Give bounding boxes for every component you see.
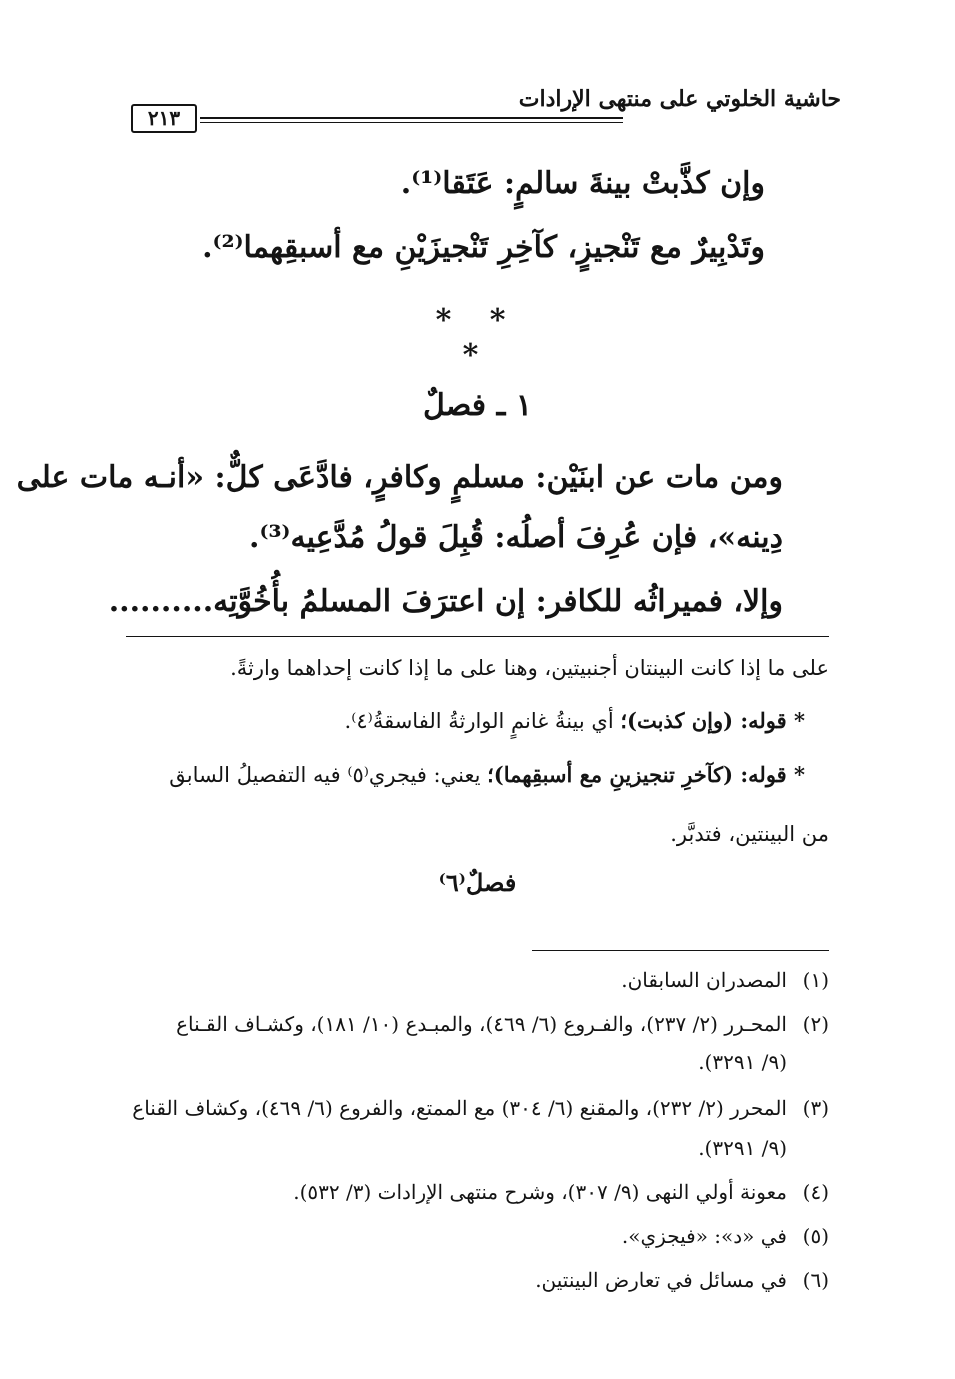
footnote-2-continuation: (٩/ ٣٢٩١). [698, 1050, 787, 1074]
commentary-line-1 [230, 656, 829, 680]
commentary-text: أي بينةُ غانمٍ الوارثةُ الفاسقةُ⁽٤⁾. [344, 709, 621, 733]
text-commentary-divider [126, 636, 829, 637]
section-line-2: دِينه»، فإن عُرِفَ أصلُه: قُبِلَ قولُ مُدَّعِيه⁽³⁾. [249, 520, 783, 555]
commentary-text: على ما إذا كانت البينتان أجنبيتين، وهنا على ما إذا كانت إحداهما وارثةً. [230, 656, 829, 680]
footnote-6 [535, 1268, 829, 1292]
footnote-number: (٥) [802, 1224, 829, 1248]
footnote-text: معونة أولي النهى (٩/ ٣٠٧)، وشرح منتهى الإرادات (٣/ ٥٣٢). [293, 1180, 787, 1204]
header-rule [200, 117, 623, 123]
running-header-title: حاشية الخلوتي على منتهى الإرادات [518, 86, 841, 112]
footnote-number: (٦) [802, 1268, 829, 1292]
page-number-box: ٢١٣ [131, 104, 197, 133]
footnote-2 [176, 1012, 829, 1036]
section-separator-stars: * * * [435, 303, 520, 373]
footnote-rule [532, 950, 829, 951]
section-line-1: ومن مات عن ابنَيْن: مسلمٍ وكافرٍ، فادَّعَى كلٌّ: «أنـه مات على [16, 460, 783, 495]
footnote-text: في «د»: «فيجزي». [621, 1224, 787, 1248]
footnote-text: المصدران السابقان. [621, 968, 787, 992]
footnote-number: (٤) [802, 1180, 829, 1204]
commentary-line-4 [670, 822, 829, 846]
commentary-text: من البينتين، فتدبَّر. [670, 822, 829, 846]
commentary-quote: * قوله: (وإن كذبت)؛ [620, 708, 805, 733]
footnote-3 [132, 1096, 829, 1120]
footnote-number: (٢) [802, 1012, 829, 1036]
commentary-text: يعني: فيجري⁽٥⁾ فيه التفصيلُ السابق [169, 763, 488, 787]
footnote-1 [621, 968, 829, 992]
footnote-number: (٣) [802, 1096, 829, 1120]
commentary-line-3 [169, 762, 805, 787]
commentary-line-2 [345, 708, 805, 733]
footnote-text: المحـرر (٢/ ٢٣٧)، والفـروع (٦/ ٤٦٩)، والمبـدع (١٠/ ١٨١)، وكشـاف القـناع [176, 1012, 787, 1036]
footnote-3-continuation: (٩/ ٣٢٩١). [698, 1136, 787, 1160]
section-line-3: وإلا، فميراثُه للكافر: إن اعترَفَ المسلمُ بأُخُوَّتِه.......... [108, 584, 783, 619]
footnote-5 [622, 1224, 829, 1248]
section-heading: ١ ـ فصلٌ [423, 388, 532, 423]
sub-heading: فصلٌ⁽٦⁾ [438, 868, 517, 897]
commentary-quote: * قوله: (كآخرِ تنجيزينِ مع أسبقِهما)؛ [487, 762, 805, 787]
main-line-2: وتَدْبِيرٌ مع تَنْجيزٍ، كآخِرِ تَنْجيزَيْنِ مع أسبقِهما⁽²⁾. [202, 230, 765, 265]
footnote-4 [293, 1180, 829, 1204]
footnote-text: في مسائل في تعارض البينتين. [535, 1268, 787, 1292]
main-line-1: وإن كذَّبتْ بينةَ سالمٍ: عَتَقا⁽¹⁾. [400, 166, 765, 201]
footnote-number: (١) [802, 968, 829, 992]
footnote-text: المحرر (٢/ ٢٣٢)، والمقنع (٦/ ٣٠٤) مع الممتع، والفروع (٦/ ٤٦٩)، وكشاف القناع [132, 1096, 787, 1120]
